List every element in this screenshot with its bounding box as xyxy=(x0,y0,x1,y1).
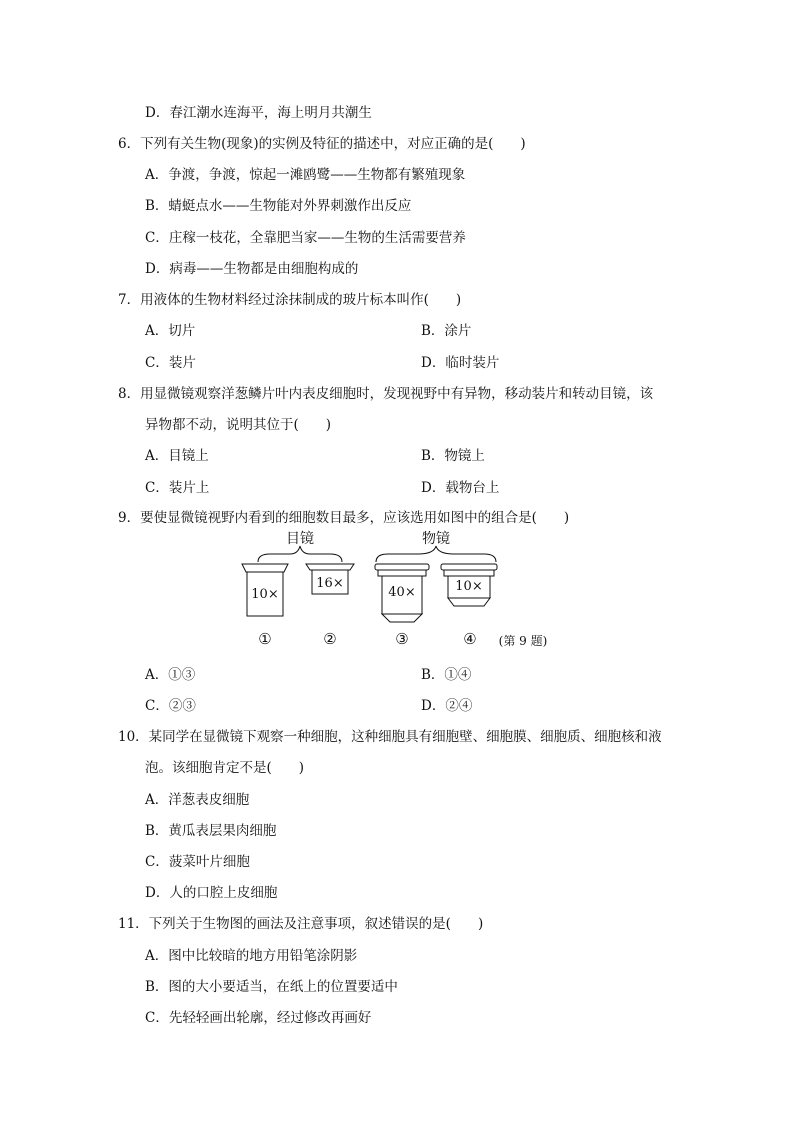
lens2-magnification: 16× xyxy=(316,576,344,591)
lens3-number: ③ xyxy=(395,630,409,648)
q10-stem-line2: 泡。该细胞肯定不是( ) xyxy=(145,760,305,776)
q6-option-a: A．争渡，争渡，惊起一滩鸥鹭——生物都有繁殖现象 xyxy=(145,167,466,183)
q11-option-b: B．图的大小要适当，在纸上的位置要适中 xyxy=(145,979,398,995)
q8-option-c: C．装片上 xyxy=(145,480,210,496)
q8-option-a: A．目镜上 xyxy=(145,448,209,464)
eyepiece-bracket xyxy=(258,546,342,562)
q6-stem: 6．下列有关生物(现象)的实例及特征的描述中，对应正确的是( ) xyxy=(118,136,526,152)
microscope-lens-figure xyxy=(230,528,570,658)
q6-option-d: D．病毒——生物都是由细胞构成的 xyxy=(145,261,359,277)
lens1-number: ① xyxy=(258,630,272,648)
q8-stem-line1: 8．用显微镜观察洋葱鳞片叶内表皮细胞时，发现视野中有异物，移动装片和转动目镜，该 xyxy=(118,386,654,402)
q9-option-a: A．①③ xyxy=(145,667,196,683)
lens1-magnification: 10× xyxy=(251,587,279,602)
q10-option-d: D．人的口腔上皮细胞 xyxy=(145,885,278,901)
q7-stem: 7．用液体的生物材料经过涂抹制成的玻片标本叫作( ) xyxy=(118,292,462,308)
objective-bracket xyxy=(376,546,496,562)
q11-option-c: C．先轻轻画出轮廓，经过修改再画好 xyxy=(145,1010,372,1026)
q11-option-a: A．图中比较暗的地方用铅笔涂阴影 xyxy=(145,948,358,964)
q7-option-c: C．装片 xyxy=(145,355,196,371)
q7-option-d: D．临时装片 xyxy=(421,355,500,371)
q8-option-d: D．载物台上 xyxy=(421,480,500,496)
eyepiece-label: 目镜 xyxy=(286,531,314,547)
q10-stem-line1: 10．某同学在显微镜下观察一种细胞，这种细胞具有细胞壁、细胞膜、细胞质、细胞核和液 xyxy=(118,729,662,745)
objective-label: 物镜 xyxy=(422,531,450,547)
q10-option-b: B．黄瓜表层果肉细胞 xyxy=(145,823,277,839)
figure-caption: (第 9 题) xyxy=(498,634,548,648)
q8-stem-line2: 异物都不动，说明其位于( ) xyxy=(145,417,332,433)
q10-option-c: C．菠菜叶片细胞 xyxy=(145,854,250,870)
q9-option-d: D．②④ xyxy=(421,698,473,714)
q7-option-b: B．涂片 xyxy=(421,323,472,339)
q5-option-d: D．春江潮水连海平，海上明月共潮生 xyxy=(145,105,372,121)
q6-option-c: C．庄稼一枝花，全靠肥当家——生物的生活需要营养 xyxy=(145,230,466,246)
q10-option-a: A．洋葱表皮细胞 xyxy=(145,792,250,808)
lens4-magnification: 10× xyxy=(455,579,483,594)
q9-option-b: B．①④ xyxy=(421,667,472,683)
q8-option-b: B．物镜上 xyxy=(421,448,485,464)
lens2-number: ② xyxy=(323,630,337,648)
q6-option-b: B．蜻蜓点水——生物能对外界刺激作出反应 xyxy=(145,198,412,214)
q9-option-c: C．②③ xyxy=(145,698,196,714)
q11-stem: 11．下列关于生物图的画法及注意事项，叙述错误的是( ) xyxy=(118,916,484,932)
q9-stem: 9．要使显微镜视野内看到的细胞数目最多，应该选用如图中的组合是( ) xyxy=(118,510,570,526)
lens3-magnification: 40× xyxy=(388,585,416,600)
q7-option-a: A．切片 xyxy=(145,323,196,339)
lens4-number: ④ xyxy=(463,630,477,648)
